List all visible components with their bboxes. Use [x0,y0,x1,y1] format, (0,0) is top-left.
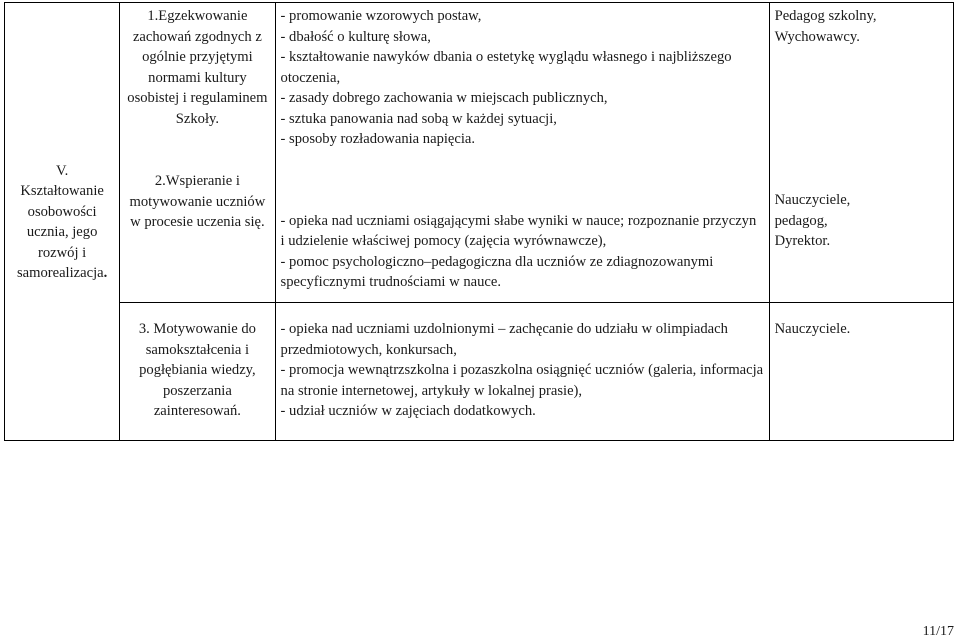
educational-plan-table [4,2,954,441]
section-title [17,163,107,282]
table-row [5,3,954,303]
responsible-cell [769,303,953,441]
section-title-cell [5,3,120,441]
goal-2: 2.Wspieranie i motywowanie uczniów w procesie uczenia się. [129,173,266,230]
responsible-3: Nauczyciele. [774,321,851,337]
goal-cell [120,303,275,441]
responsible-1: Pedagog szkolny, Wychowawcy. [774,8,877,45]
table-row [5,303,954,441]
section-title-end: . [103,265,108,281]
responsible-spacer [775,47,948,190]
goal-1: 1.Egzekwowanie zachowań zgodnych z ogólnie przyjętymi normami kultury osobistej i regulaminem Szkoły. [127,8,268,127]
goal-cell [120,3,275,303]
tasks-spacer [281,150,764,211]
tasks-cell [275,303,769,441]
tasks-2: - opieka nad uczniami osiągającymi słabe wyniki w nauce; rozpoznanie przyczyn i udzielenie właściwej pomocy (zajęcia wyrównawcze), - pomoc psychologiczno–pedagogiczna dla uczniów ze zdiagnozowanymi specyficznymi trudnościami w nauce. [280,212,757,290]
tasks-1: - promowanie wzorowych postaw, - dbałość o kulturę słowa, - kształtowanie nawyków dbania o estetykę wyglądu własnego i najbliższego otoczenia, - zasady dobrego zachowania w miejscach publicznych, - sztuka panowania nad sobą w każdej sytuacji, - sposoby rozładowania napięcia. [280,8,732,147]
responsible-cell [769,3,953,303]
tasks-3: - opieka nad uczniami uzdolnionymi – zachęcanie do udziału w olimpiadach przedmiotowych, konkursach, - promocja wewnątrzszkolna i pozaszkolna osiągnięć uczniów (galeria, informacja na stronie internetowej, artykuły w lokalnej prasie), - udział uczniów w zajęciach dodatkowych. [280,321,764,419]
goal-spacer [125,129,269,171]
responsible-2: Nauczyciele, pedagog, Dyrektor. [774,192,851,249]
goal-3: 3. Motywowanie do samokształcenia i pogłębiania wiedzy, poszerzania zainteresowań. [138,321,256,419]
page-number: 11/17 [922,624,954,639]
section-title-text: V. Kształtowanie osobowości ucznia, jego rozwój i samorealizacja [16,162,104,281]
tasks-cell [275,3,769,303]
